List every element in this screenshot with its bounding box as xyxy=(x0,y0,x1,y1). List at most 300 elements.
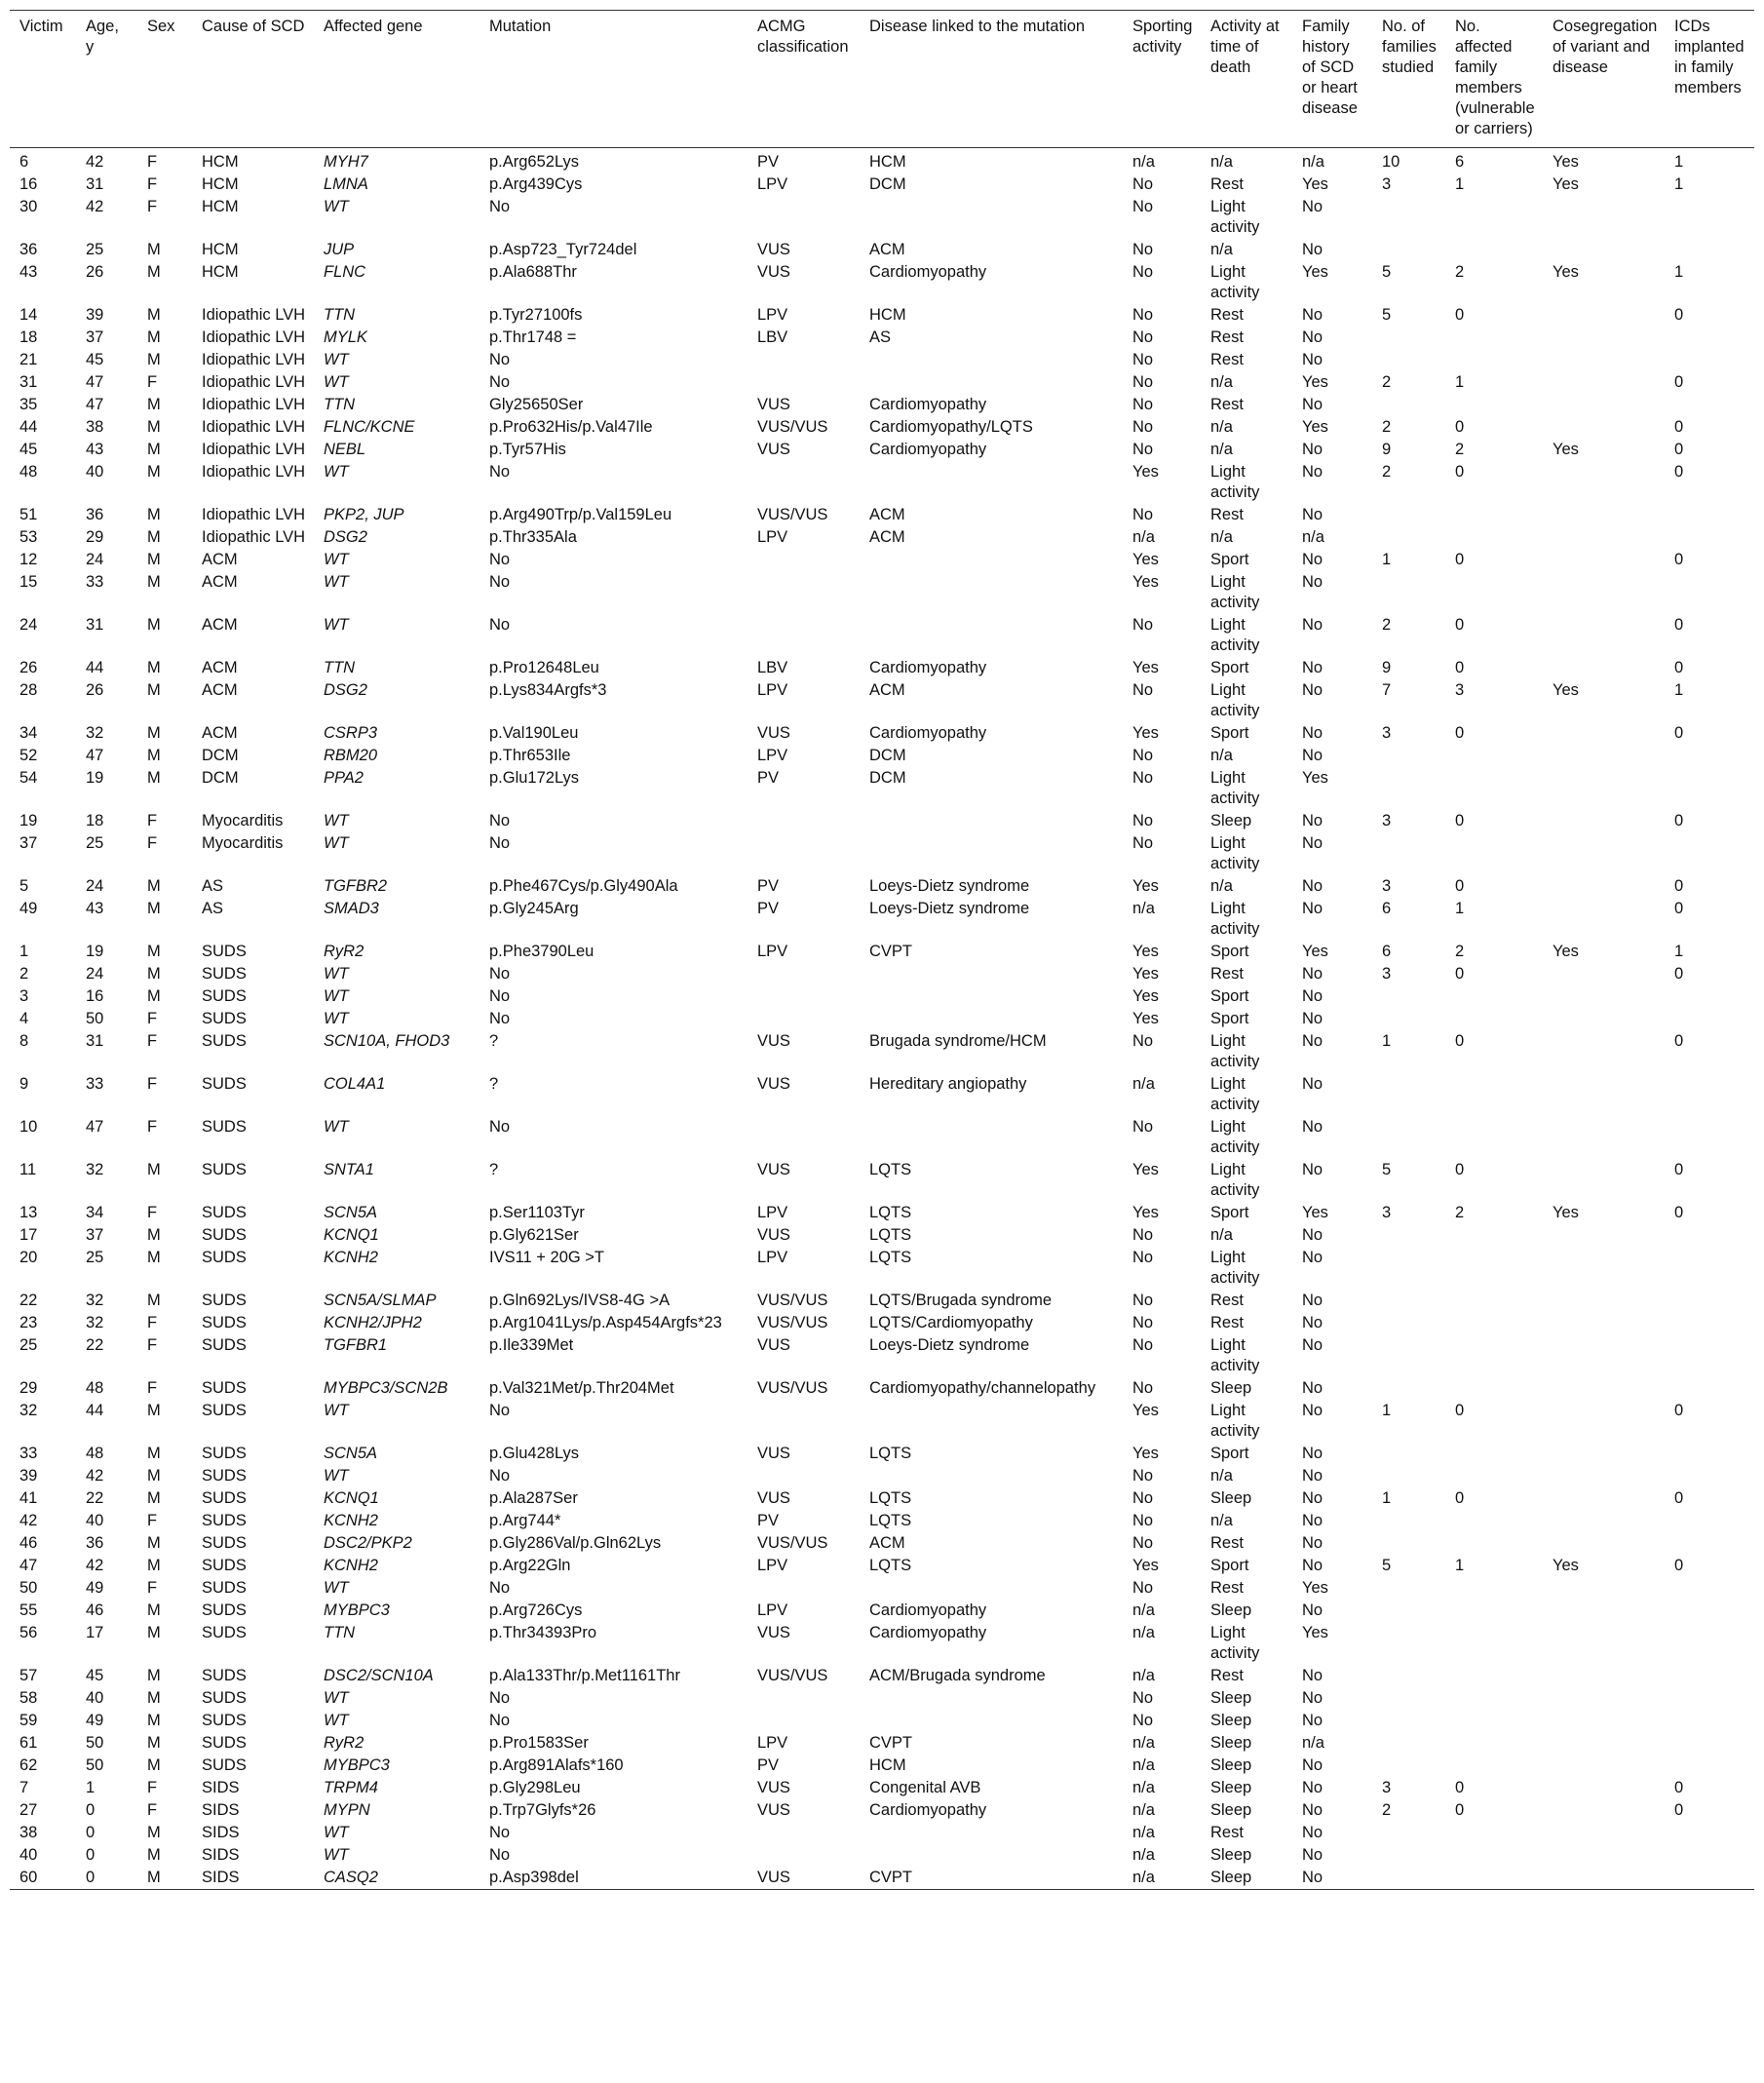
table-row xyxy=(10,1290,1754,1312)
cell-disease xyxy=(860,1687,1123,1710)
cell-acmg: VUS/VUS xyxy=(757,418,828,436)
cell-mutation: p.Arg652Lys xyxy=(489,153,580,171)
cell-families-studied: 2 xyxy=(1382,418,1392,436)
cell-families-studied: 9 xyxy=(1382,659,1392,676)
header-row xyxy=(10,11,1754,148)
cell-cosegregation xyxy=(1543,1159,1665,1202)
cell-families-studied: 3 xyxy=(1382,1204,1392,1221)
cell-family-history: No xyxy=(1302,659,1323,676)
cell-icds xyxy=(1665,1008,1754,1030)
cell-sex: M xyxy=(147,1445,161,1462)
cell-age: 16 xyxy=(86,987,104,1005)
cell-icds: 1 xyxy=(1674,153,1684,171)
cell-affected-members xyxy=(1445,767,1543,810)
cell-acmg: LPV xyxy=(757,1734,788,1752)
cell-sporting: n/a xyxy=(1132,1824,1155,1841)
cell-cosegregation xyxy=(1543,1487,1665,1510)
cell-disease xyxy=(860,985,1123,1008)
cell-gene: KCNQ1 xyxy=(324,1489,379,1507)
table-row xyxy=(10,1822,1754,1844)
cell-cause: SUDS xyxy=(202,1734,247,1752)
table-row xyxy=(10,1732,1754,1755)
cell-cause: Idiopathic LVH xyxy=(202,418,306,436)
table-row xyxy=(10,1377,1754,1400)
cell-gene: SMAD3 xyxy=(324,900,379,917)
cell-disease: Cardiomyopathy xyxy=(869,1601,987,1619)
cell-sporting: No xyxy=(1132,418,1154,436)
cell-sex: M xyxy=(147,441,161,458)
cell-victim: 2 xyxy=(19,965,29,983)
cell-cause: SUDS xyxy=(202,1557,247,1574)
cell-family-history: No xyxy=(1302,1824,1323,1841)
cell-icds: 0 xyxy=(1674,373,1684,391)
table-row xyxy=(10,196,1754,239)
cell-victim: 11 xyxy=(19,1161,37,1178)
cell-victim: 44 xyxy=(19,418,38,436)
cell-family-history: No xyxy=(1302,965,1323,983)
cell-sex: F xyxy=(147,812,158,829)
cell-acmg: VUS xyxy=(757,263,790,281)
cell-gene: WT xyxy=(324,1689,349,1707)
cell-activity: Rest xyxy=(1210,1667,1244,1684)
cell-family-history: No xyxy=(1302,573,1323,591)
cell-acmg: VUS xyxy=(757,1869,790,1886)
cell-family-history: No xyxy=(1302,616,1323,634)
cell-age: 42 xyxy=(86,198,104,215)
cell-affected-members xyxy=(1445,1443,1543,1465)
cell-disease xyxy=(860,571,1123,614)
cell-activity: Rest xyxy=(1210,506,1244,523)
cell-activity: n/a xyxy=(1210,241,1233,258)
header-sporting: Sporting activity xyxy=(1132,18,1193,56)
cell-sex: M xyxy=(147,659,161,676)
cell-gene: LMNA xyxy=(324,175,368,193)
table-row xyxy=(10,963,1754,985)
cell-activity: Rest xyxy=(1210,1314,1244,1331)
cell-affected-members: 0 xyxy=(1455,659,1465,676)
cell-cosegregation xyxy=(1543,1665,1665,1687)
cell-mutation: ? xyxy=(489,1075,499,1093)
cell-victim: 45 xyxy=(19,441,38,458)
table-row xyxy=(10,941,1754,963)
header-cosegregation: Cosegregation of variant and disease xyxy=(1553,18,1658,76)
cell-activity: Sport xyxy=(1210,1010,1249,1027)
cell-sporting: Yes xyxy=(1132,1445,1159,1462)
cell-disease: LQTS xyxy=(869,1445,912,1462)
cell-acmg: VUS/VUS xyxy=(757,1292,828,1309)
cell-acmg xyxy=(748,1465,860,1487)
table-row xyxy=(10,526,1754,549)
cell-cause: SUDS xyxy=(202,1379,247,1397)
cell-activity: Sleep xyxy=(1210,1489,1252,1507)
cell-age: 43 xyxy=(86,900,104,917)
cell-sex: M xyxy=(147,769,161,787)
cell-mutation: No xyxy=(489,463,511,481)
cell-cause: SUDS xyxy=(202,1689,247,1707)
cell-sporting: n/a xyxy=(1132,528,1155,546)
cell-victim: 8 xyxy=(19,1032,29,1050)
cell-gene: TTN xyxy=(324,1624,356,1641)
cell-gene: MYH7 xyxy=(324,153,368,171)
cell-family-history: Yes xyxy=(1302,1579,1328,1597)
cell-mutation: p.Ala688Thr xyxy=(489,263,577,281)
cell-icds xyxy=(1665,1465,1754,1487)
cell-icds xyxy=(1665,1312,1754,1334)
cell-activity: Rest xyxy=(1210,175,1244,193)
cell-families-studied xyxy=(1372,832,1445,875)
cell-cosegregation xyxy=(1543,196,1665,239)
cell-cause: SUDS xyxy=(202,1601,247,1619)
cell-victim: 6 xyxy=(19,153,29,171)
cell-sporting: No xyxy=(1132,1118,1154,1136)
cell-families-studied xyxy=(1372,767,1445,810)
cell-disease: LQTS xyxy=(869,1512,912,1529)
cell-family-history: No xyxy=(1302,441,1323,458)
cell-activity: n/a xyxy=(1210,441,1233,458)
cell-families-studied: 1 xyxy=(1382,1032,1392,1050)
cell-affected-members xyxy=(1445,571,1543,614)
cell-acmg: PV xyxy=(757,900,780,917)
cell-sporting: n/a xyxy=(1132,900,1155,917)
cell-cause: SUDS xyxy=(202,1336,247,1354)
cell-sporting: No xyxy=(1132,263,1154,281)
cell-cause: SUDS xyxy=(202,1667,247,1684)
cell-victim: 17 xyxy=(19,1226,38,1244)
cell-affected-members: 0 xyxy=(1455,812,1465,829)
cell-cause: SUDS xyxy=(202,1756,247,1774)
cell-sex: M xyxy=(147,463,161,481)
cell-sporting: No xyxy=(1132,1032,1154,1050)
table-row xyxy=(10,985,1754,1008)
cell-families-studied xyxy=(1372,985,1445,1008)
cell-acmg: VUS xyxy=(757,1075,790,1093)
cell-cosegregation xyxy=(1543,1732,1665,1755)
cell-gene: WT xyxy=(324,1010,349,1027)
cell-victim: 12 xyxy=(19,551,38,568)
cell-acmg: VUS xyxy=(757,1336,790,1354)
cell-age: 48 xyxy=(86,1379,104,1397)
cell-mutation: p.Val321Met/p.Thr204Met xyxy=(489,1379,674,1397)
cell-gene: RyR2 xyxy=(324,1734,364,1752)
cell-age: 0 xyxy=(86,1846,96,1864)
cell-cause: SUDS xyxy=(202,1445,247,1462)
cell-disease: LQTS xyxy=(869,1161,912,1178)
cell-disease: Loeys-Dietz syndrome xyxy=(869,1336,1030,1354)
cell-acmg: VUS xyxy=(757,724,790,742)
cell-victim: 27 xyxy=(19,1801,38,1819)
cell-age: 19 xyxy=(86,769,104,787)
cell-affected-members: 0 xyxy=(1455,1161,1465,1178)
cell-mutation: No xyxy=(489,573,511,591)
cell-sporting: n/a xyxy=(1132,153,1155,171)
cell-victim: 57 xyxy=(19,1667,38,1684)
cell-age: 24 xyxy=(86,551,104,568)
cell-age: 46 xyxy=(86,1601,104,1619)
header-affected-members: No. affected family members (vulnerable or carriers) xyxy=(1455,18,1535,137)
cell-sex: F xyxy=(147,1010,158,1027)
table-row xyxy=(10,875,1754,898)
cell-acmg xyxy=(748,832,860,875)
cell-icds: 0 xyxy=(1674,616,1684,634)
cell-icds xyxy=(1665,767,1754,810)
cell-sporting: No xyxy=(1132,198,1154,215)
header-victim: Victim xyxy=(19,18,63,35)
cell-affected-members: 0 xyxy=(1455,1489,1465,1507)
cell-gene: KCNH2/JPH2 xyxy=(324,1314,422,1331)
cell-mutation: No xyxy=(489,551,511,568)
cell-victim: 43 xyxy=(19,263,38,281)
cell-sporting: No xyxy=(1132,834,1154,852)
cell-cosegregation xyxy=(1543,1844,1665,1867)
cell-gene: TTN xyxy=(324,659,356,676)
cell-cosegregation: Yes xyxy=(1553,943,1579,960)
cell-sex: M xyxy=(147,747,161,764)
cell-mutation: p.Gly621Ser xyxy=(489,1226,579,1244)
cell-age: 45 xyxy=(86,1667,104,1684)
cell-sporting: n/a xyxy=(1132,1667,1155,1684)
cell-gene: MYBPC3 xyxy=(324,1601,390,1619)
cell-victim: 60 xyxy=(19,1869,38,1886)
cell-victim: 51 xyxy=(19,506,38,523)
cell-acmg xyxy=(748,349,860,371)
cell-victim: 35 xyxy=(19,396,38,413)
cell-disease xyxy=(860,832,1123,875)
cell-cause: Idiopathic LVH xyxy=(202,506,306,523)
cell-cosegregation xyxy=(1543,722,1665,745)
cell-age: 18 xyxy=(86,812,104,829)
cell-disease xyxy=(860,1844,1123,1867)
cell-acmg: VUS/VUS xyxy=(757,1379,828,1397)
cell-families-studied xyxy=(1372,504,1445,526)
cell-families-studied: 3 xyxy=(1382,1779,1392,1796)
cell-affected-members: 0 xyxy=(1455,724,1465,742)
cell-families-studied: 1 xyxy=(1382,1489,1392,1507)
cell-sporting: No xyxy=(1132,1712,1154,1729)
cell-gene: PKP2, JUP xyxy=(324,506,404,523)
cell-affected-members: 6 xyxy=(1455,153,1465,171)
cell-gene: DSG2 xyxy=(324,681,367,699)
table-row xyxy=(10,767,1754,810)
cell-cosegregation xyxy=(1543,1008,1665,1030)
cell-activity: Sport xyxy=(1210,943,1249,960)
cell-sporting: No xyxy=(1132,1249,1154,1266)
cell-cosegregation: Yes xyxy=(1553,441,1579,458)
cell-victim: 54 xyxy=(19,769,38,787)
cell-sex: M xyxy=(147,1712,161,1729)
cell-families-studied xyxy=(1372,239,1445,261)
cell-age: 1 xyxy=(86,1779,96,1796)
cell-acmg: PV xyxy=(757,877,780,895)
cell-sex: M xyxy=(147,241,161,258)
cell-affected-members: 2 xyxy=(1455,943,1465,960)
cell-activity: Rest xyxy=(1210,396,1244,413)
cell-sporting: n/a xyxy=(1132,1756,1155,1774)
cell-activity: n/a xyxy=(1210,153,1233,171)
cell-mutation: No xyxy=(489,1118,511,1136)
table-row xyxy=(10,1867,1754,1890)
cell-mutation: No xyxy=(489,1846,511,1864)
cell-sex: M xyxy=(147,877,161,895)
cell-icds: 0 xyxy=(1674,463,1684,481)
cell-families-studied xyxy=(1372,394,1445,416)
cell-family-history: No xyxy=(1302,1445,1323,1462)
cell-age: 26 xyxy=(86,263,104,281)
cell-sporting: No xyxy=(1132,1336,1154,1354)
table-row xyxy=(10,614,1754,657)
cell-cosegregation xyxy=(1543,1465,1665,1487)
cell-family-history: No xyxy=(1302,351,1323,368)
cell-families-studied xyxy=(1372,1622,1445,1665)
cell-sex: M xyxy=(147,900,161,917)
cell-sex: M xyxy=(147,1557,161,1574)
table-row xyxy=(10,898,1754,941)
cell-disease xyxy=(860,1822,1123,1844)
cell-activity: Sport xyxy=(1210,659,1249,676)
cell-sex: M xyxy=(147,573,161,591)
cell-disease: LQTS xyxy=(869,1489,912,1507)
cell-affected-members xyxy=(1445,1073,1543,1116)
cell-acmg: VUS xyxy=(757,1489,790,1507)
cell-acmg xyxy=(748,571,860,614)
cell-sex: F xyxy=(147,1801,158,1819)
cell-icds xyxy=(1665,1247,1754,1290)
cell-family-history: No xyxy=(1302,1075,1323,1093)
cell-gene: KCNH2 xyxy=(324,1249,378,1266)
cell-age: 38 xyxy=(86,418,104,436)
cell-acmg xyxy=(748,614,860,657)
cell-cosegregation xyxy=(1543,1510,1665,1532)
cell-disease xyxy=(860,349,1123,371)
cell-age: 29 xyxy=(86,528,104,546)
cell-cosegregation xyxy=(1543,1312,1665,1334)
cell-icds xyxy=(1665,1116,1754,1159)
cell-disease: ACM xyxy=(869,241,905,258)
cell-sporting: No xyxy=(1132,1579,1154,1597)
cell-cause: SUDS xyxy=(202,1402,247,1419)
cell-acmg: VUS xyxy=(757,1032,790,1050)
cell-affected-members: 0 xyxy=(1455,306,1465,324)
cell-acmg: LPV xyxy=(757,1557,788,1574)
cell-disease: LQTS xyxy=(869,1204,912,1221)
cell-cosegregation xyxy=(1543,1073,1665,1116)
cell-age: 0 xyxy=(86,1801,96,1819)
cell-sex: F xyxy=(147,175,158,193)
cell-cause: SUDS xyxy=(202,987,247,1005)
cell-cause: SUDS xyxy=(202,1314,247,1331)
cell-sporting: n/a xyxy=(1132,1075,1155,1093)
cell-families-studied xyxy=(1372,1844,1445,1867)
results-table-container xyxy=(10,10,1754,1890)
cell-sex: F xyxy=(147,1204,158,1221)
cell-family-history: No xyxy=(1302,1379,1323,1397)
cell-disease: Congenital AVB xyxy=(869,1779,981,1796)
cell-activity: Rest xyxy=(1210,351,1244,368)
cell-mutation: p.Ala287Ser xyxy=(489,1489,578,1507)
table-row xyxy=(10,439,1754,461)
cell-family-history: No xyxy=(1302,306,1323,324)
cell-sporting: n/a xyxy=(1132,1869,1155,1886)
cell-cosegregation xyxy=(1543,985,1665,1008)
cell-sporting: Yes xyxy=(1132,1010,1159,1027)
cell-victim: 49 xyxy=(19,900,38,917)
cell-victim: 3 xyxy=(19,987,29,1005)
cell-affected-members xyxy=(1445,1867,1543,1890)
cell-gene: TTN xyxy=(324,396,356,413)
cell-sex: M xyxy=(147,1869,161,1886)
cell-victim: 21 xyxy=(19,351,38,368)
table-row xyxy=(10,1577,1754,1600)
cell-age: 0 xyxy=(86,1824,96,1841)
cell-disease: Hereditary angiopathy xyxy=(869,1075,1027,1093)
cell-gene: WT xyxy=(324,1846,349,1864)
cell-icds xyxy=(1665,504,1754,526)
cell-victim: 29 xyxy=(19,1379,38,1397)
cell-cosegregation xyxy=(1543,1600,1665,1622)
cell-sex: M xyxy=(147,1292,161,1309)
cell-activity: Rest xyxy=(1210,1534,1244,1552)
cell-affected-members: 0 xyxy=(1455,418,1465,436)
cell-sporting: No xyxy=(1132,506,1154,523)
cell-victim: 33 xyxy=(19,1445,38,1462)
table-row xyxy=(10,1202,1754,1224)
cell-victim: 16 xyxy=(19,175,38,193)
cell-cosegregation xyxy=(1543,1777,1665,1799)
cell-families-studied: 3 xyxy=(1382,175,1392,193)
cell-cause: SUDS xyxy=(202,943,247,960)
cell-icds xyxy=(1665,1710,1754,1732)
cell-cosegregation xyxy=(1543,304,1665,327)
cell-cause: ACM xyxy=(202,681,238,699)
cell-icds xyxy=(1665,1732,1754,1755)
cell-families-studied xyxy=(1372,327,1445,349)
cell-victim: 9 xyxy=(19,1075,29,1093)
table-body xyxy=(10,148,1754,1890)
cell-cosegregation xyxy=(1543,767,1665,810)
cell-victim: 34 xyxy=(19,724,38,742)
cell-affected-members xyxy=(1445,1710,1543,1732)
cell-sporting: Yes xyxy=(1132,1204,1159,1221)
cell-mutation: p.Ser1103Tyr xyxy=(489,1204,585,1221)
cell-activity: n/a xyxy=(1210,418,1233,436)
cell-affected-members xyxy=(1445,1532,1543,1555)
cell-sporting: Yes xyxy=(1132,463,1159,481)
cell-acmg: PV xyxy=(757,153,780,171)
cell-mutation: p.Arg490Trp/p.Val159Leu xyxy=(489,506,672,523)
cell-cause: HCM xyxy=(202,241,239,258)
cell-victim: 47 xyxy=(19,1557,38,1574)
cell-acmg: VUS xyxy=(757,396,790,413)
cell-cosegregation xyxy=(1543,1030,1665,1073)
table-row xyxy=(10,1844,1754,1867)
cell-victim: 42 xyxy=(19,1512,38,1529)
cell-affected-members: 0 xyxy=(1455,463,1465,481)
cell-cosegregation xyxy=(1543,1532,1665,1555)
cell-sporting: Yes xyxy=(1132,573,1159,591)
cell-disease: DCM xyxy=(869,175,906,193)
cell-cosegregation xyxy=(1543,1116,1665,1159)
cell-gene: WT xyxy=(324,834,349,852)
cell-cause: ACM xyxy=(202,573,238,591)
cell-acmg xyxy=(748,1008,860,1030)
cell-gene: NEBL xyxy=(324,441,366,458)
cell-gene: MYLK xyxy=(324,328,367,346)
cell-families-studied xyxy=(1372,1510,1445,1532)
cell-icds: 0 xyxy=(1674,441,1684,458)
cell-disease: LQTS/Brugada syndrome xyxy=(869,1292,1053,1309)
cell-affected-members: 0 xyxy=(1455,1402,1465,1419)
cell-age: 49 xyxy=(86,1579,104,1597)
cell-victim: 15 xyxy=(19,573,38,591)
